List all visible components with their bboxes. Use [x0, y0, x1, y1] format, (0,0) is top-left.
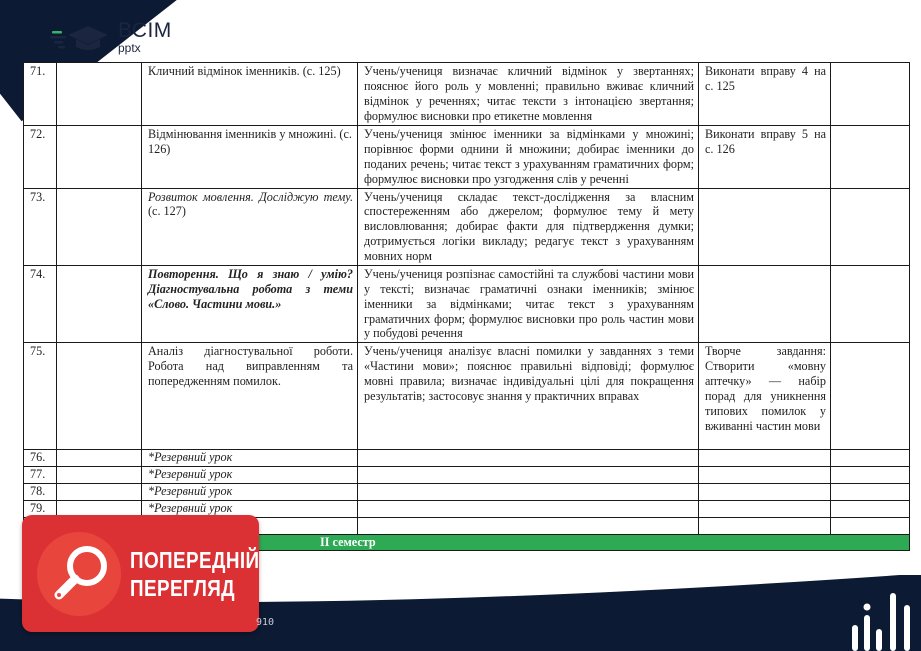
lesson-number: 72.: [24, 126, 57, 189]
lesson-topic: *Резервний урок: [142, 484, 358, 501]
expected-results: Учень/учениця змінює іменники за відмінками у множині; порівнює форми однини й множини; добирає іменники до поданих речень; читає текст з урахуванням граматичних форм; формулює висновки про узгодження слів у реченні: [358, 126, 699, 189]
note: [831, 265, 910, 342]
note: [831, 343, 910, 450]
preview-badge[interactable]: [22, 515, 259, 632]
table-row: [24, 450, 910, 467]
lesson-topic: Повторення. Що я знаю / умію? Діагностувальна робота з теми «Слово. Частини мови.»: [142, 265, 358, 342]
lesson-number: 75.: [24, 343, 57, 450]
brand-logo: [50, 20, 172, 54]
lesson-topic-page: (с. 127): [148, 204, 186, 219]
preview-label-line2: ПЕРЕГЛЯД: [130, 574, 236, 601]
note: [831, 126, 910, 189]
magnifier-icon: [37, 532, 121, 616]
homework: Виконати вправу 5 на с. 126: [699, 126, 831, 189]
table-row: [24, 265, 910, 342]
lesson-number: 76.: [24, 450, 57, 467]
lesson-date: [57, 265, 142, 342]
lesson-topic: Аналіз діагностувальної роботи. Робота над виправленням та попередженням помилок.: [142, 343, 358, 450]
lesson-topic: [142, 188, 358, 265]
lesson-date: [57, 126, 142, 189]
note: [831, 63, 910, 126]
lesson-number: 73.: [24, 188, 57, 265]
lesson-number: 71.: [24, 63, 57, 126]
graduation-cap-icon: [50, 22, 112, 52]
expected-results: Учень/учениця розпізнає самостійні та службові частини мови у тексті; визначає граматичні ознаки іменників; змінює іменники за відмінками; читає текст з урахуванням граматичних форм; формулює висновки про роль частин мови у побудові речення: [358, 265, 699, 342]
lesson-topic: *Резервний урок: [142, 450, 358, 467]
lesson-topic-italic: Розвиток мовлення. Досліджую тему.: [148, 189, 353, 204]
semester-label: II семестр: [320, 535, 376, 550]
footer-page-number: 910: [256, 617, 275, 628]
bars-decoration-icon: [850, 585, 920, 651]
table-row: [24, 188, 910, 265]
preview-label-line1: ПОПЕРЕДНІЙ: [130, 546, 260, 573]
lesson-plan-table: [23, 62, 910, 551]
expected-results: Учень/учениця аналізує власні помилки у завданнях з теми «Частини мови»; пояснює правильні відповіді; формулює мовні правила; визначає індивідуальні цілі для покращення результатів; застосовує знання у практичних вправах: [358, 343, 699, 450]
lesson-number: 79.: [24, 501, 57, 518]
table-row: [24, 63, 910, 126]
homework: Творче завдання: Створити «мовну аптечку» — набір порад для уникнення типових помилок у вживанні частин мови: [699, 343, 831, 450]
homework: [699, 265, 831, 342]
expected-results: Учень/учениця складає текст-дослідження за власним спостереженням або джерелом; формулює тему й мету висловлювання; добирає факти для підтвердження думки; дотримується логіки викладу; редагує текст з урахуванням мовних норм: [358, 188, 699, 265]
logo-subtitle: pptx: [118, 41, 141, 55]
table-row: [24, 467, 910, 484]
expected-results: Учень/учениця визначає кличний відмінок у звертаннях; пояснює його роль у мовленні; правильно вживає кличний відмінок у реченнях; читає тексти з інтонацією звертання; формулює висновки про етикетне мовлення: [358, 63, 699, 126]
lesson-topic: *Резервний урок: [142, 467, 358, 484]
lesson-number: 74.: [24, 265, 57, 342]
logo-title: ВСІМ: [118, 19, 172, 42]
lesson-number: 78.: [24, 484, 57, 501]
lesson-topic: Відмінювання іменників у множині. (с. 126): [142, 126, 358, 189]
lesson-number: 77.: [24, 467, 57, 484]
preview-label: [130, 546, 259, 602]
homework: Виконати вправу 4 на с. 125: [699, 63, 831, 126]
table-row: [24, 126, 910, 189]
table-row: [24, 343, 910, 450]
table-row: [24, 484, 910, 501]
homework: [699, 188, 831, 265]
lesson-date: [57, 63, 142, 126]
lesson-date: [57, 343, 142, 450]
lesson-topic: *Резервний урок: [142, 501, 358, 518]
lesson-topic: Кличний відмінок іменників. (с. 125): [142, 63, 358, 126]
note: [831, 188, 910, 265]
lesson-date: [57, 188, 142, 265]
